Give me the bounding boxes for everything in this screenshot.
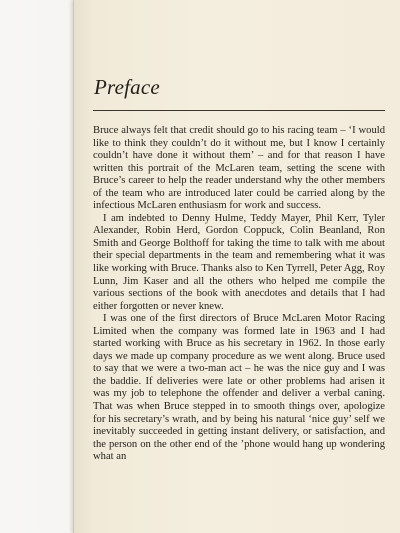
preface-body [93,125,385,464]
paragraph-1: Bruce always felt that credit should go to his racing team – ‘I would like to think they couldn’t do it without me, but I know I certainly couldn’t have done it without them’ – and for that reason I have written this portrait of the McLaren team, setting the scene with Bruce’s career to help the reader understand why the other members of the team who are introduced later could be carried along by the infectious McLaren enthusiasm for work and success. [93,125,385,212]
paragraph-2: I am indebted to Denny Hulme, Teddy Mayer, Phil Kerr, Tyler Alexander, Robin Herd, Gordon Coppuck, Colin Beanland, Ron Smith and George Bolthoff for taking the time to talk with me about their special departments in the team and remembering what it was like working with Bruce. Thanks also to Ken Tyrrell, Peter Agg, Roy Lunn, Jim Kaser and all the others who helped me compile the various sections of the book with anecdotes and details that I had either forgotten or never knew. [93,212,385,312]
paragraph-3: I was one of the first directors of Bruce McLaren Motor Racing Limited when the company was formed late in 1963 and I had started working with Bruce as his secretary in 1962. In those early days we made up company procedure as we went along. Bruce used to say that we were a two-man act – he was the nice guy and I was the baddie. If deliveries were late or other problems had arisen it was my job to telephone the offender and deliver a verbal caning. That was when Bruce stepped in to smooth things over, apologize for his secretary’s wrath, and by being his natural ‘nice guy’ self we inevitably succeeded in getting instant delivery, or satisfaction, and the person on the other end of the ’phone would hang up wondering what an [93,313,385,463]
title-rule [93,110,385,111]
page-title: Preface [94,75,160,99]
book-page [73,0,400,533]
